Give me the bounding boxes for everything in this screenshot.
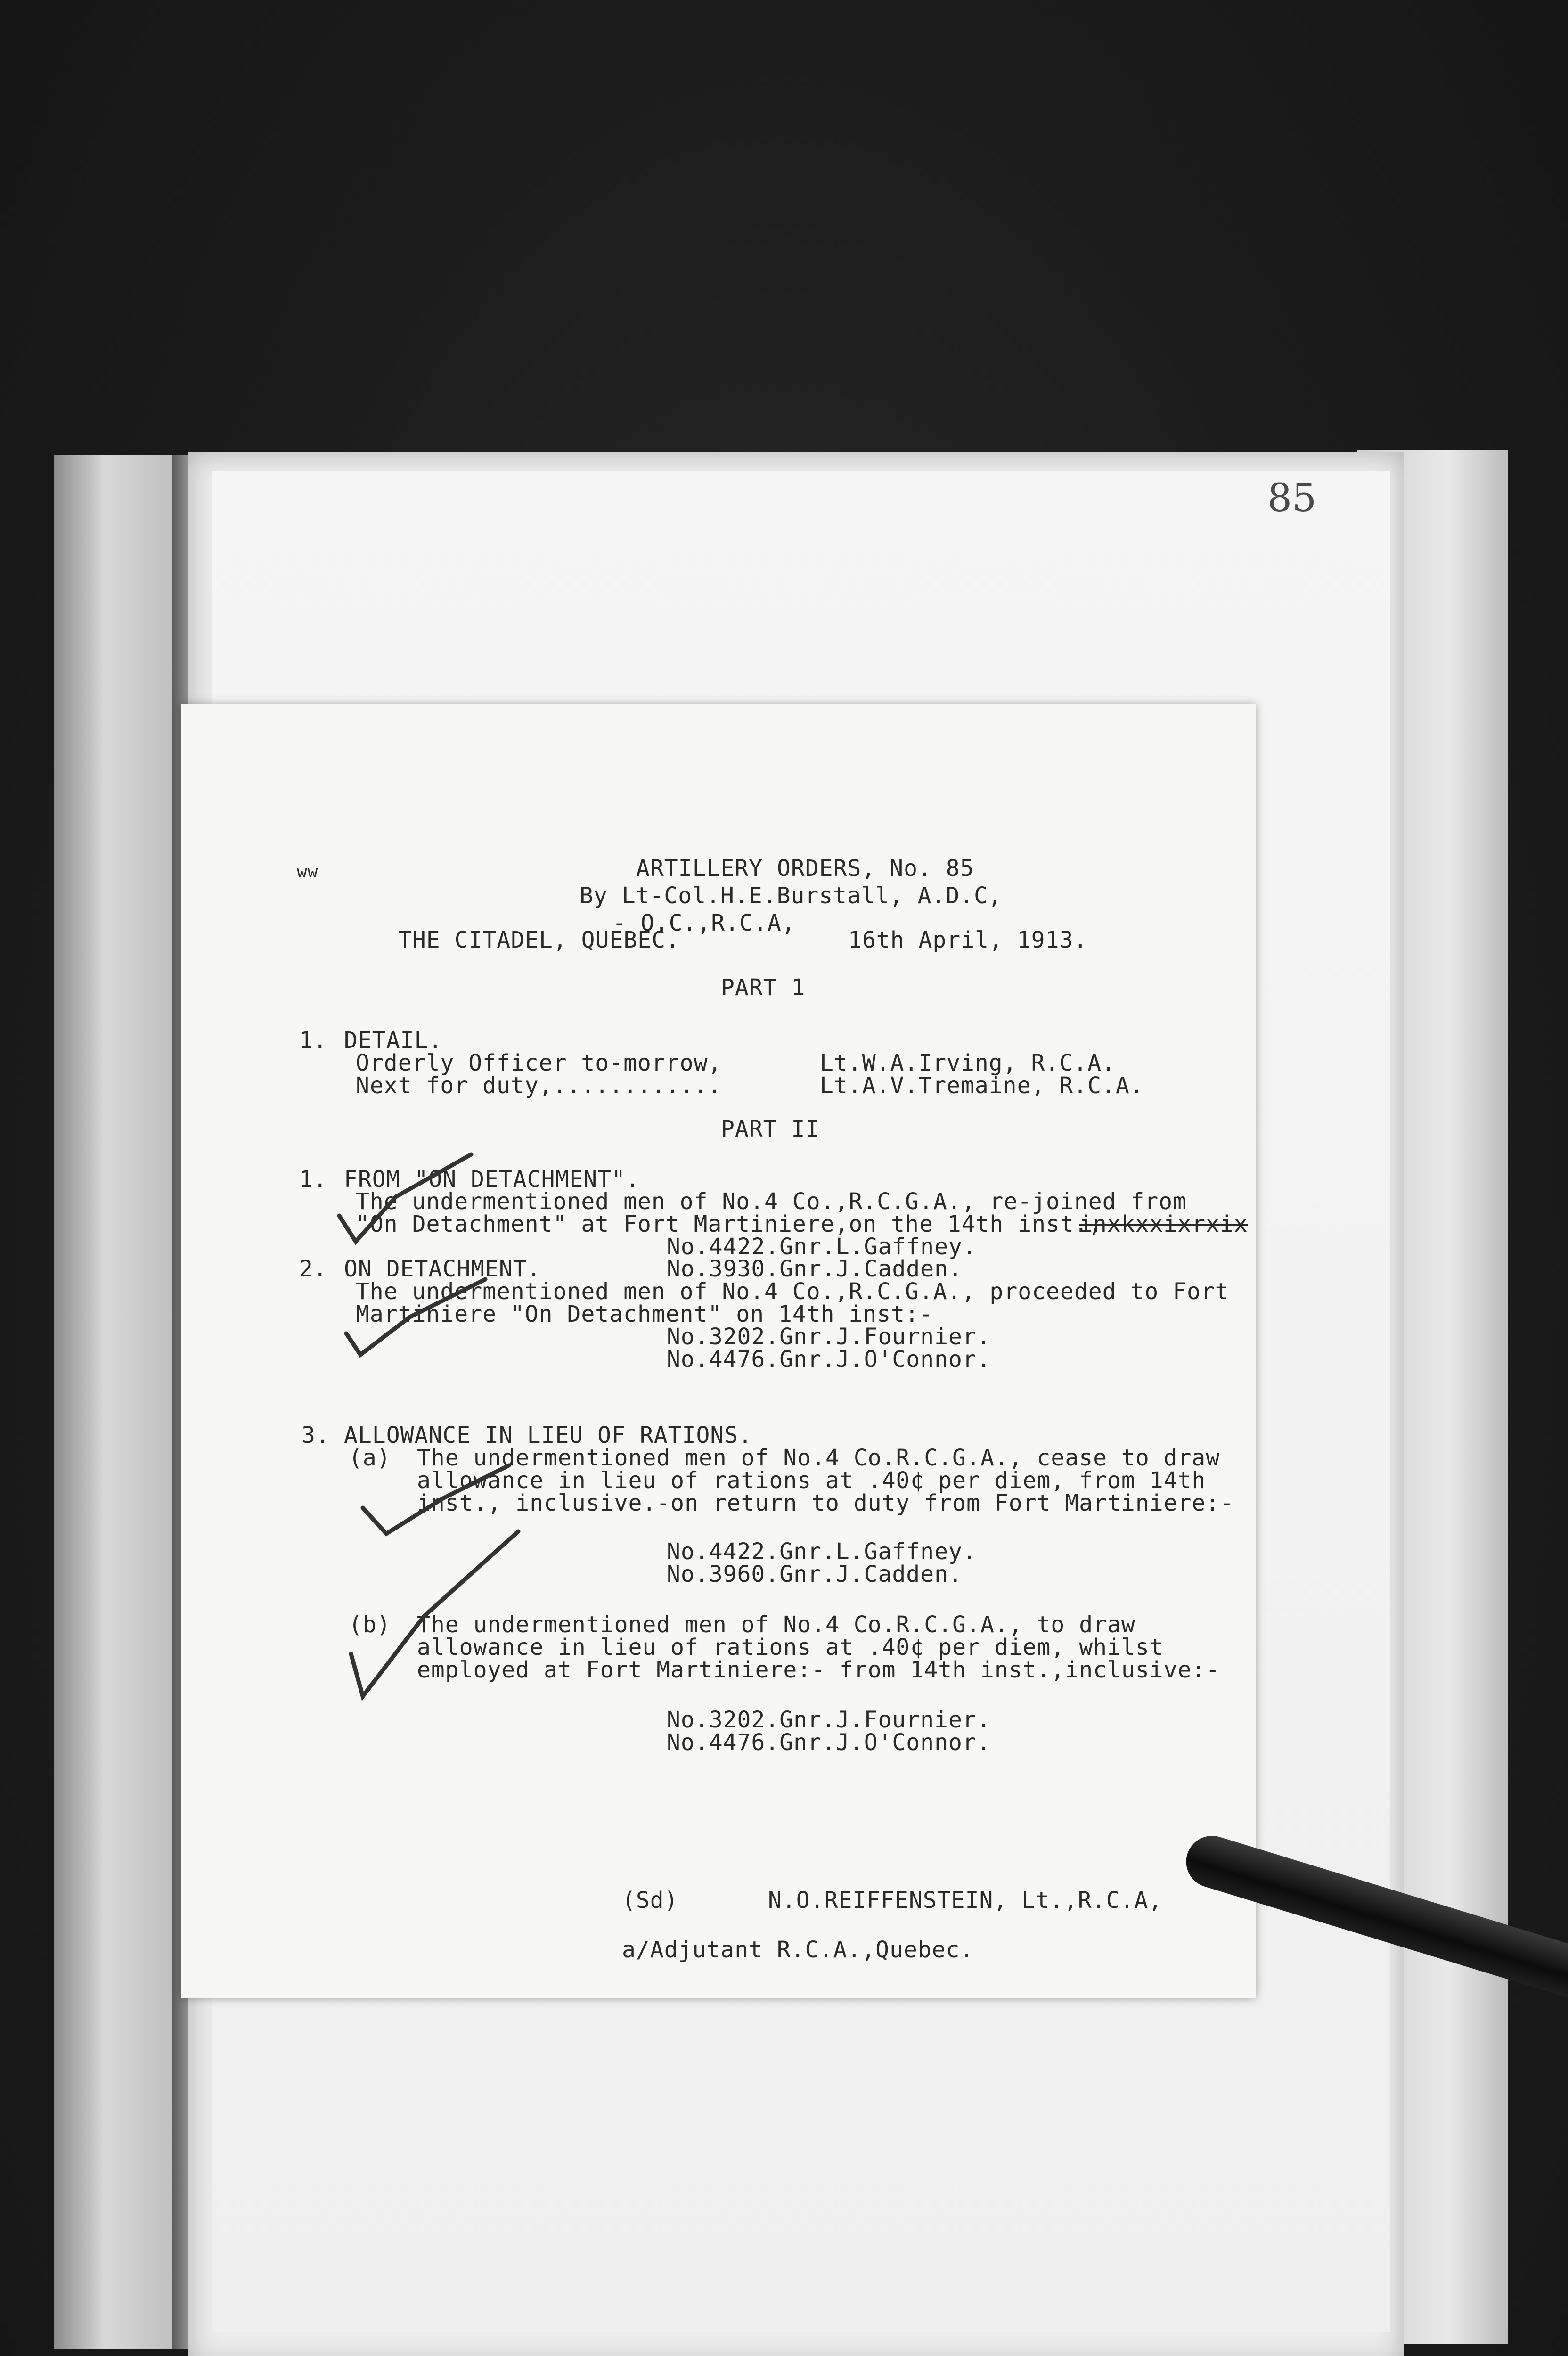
part1-item-number: 1. [299,1027,327,1054]
soldier-entry: No.3930.Gnr.J.Cadden. [667,1256,963,1282]
soldier-entry: No.4476.Gnr.J.O'Connor. [667,1346,991,1373]
part1-item-title: DETAIL. [344,1027,443,1054]
order-text-line: "On Detachment" at Fort Martiniere,on the 14th inst., [356,1211,1102,1237]
soldier-entry: No.3960.Gnr.J.Cadden. [667,1561,963,1587]
order-text-line: allowance in lieu of rations at .40¢ per diem, whilst [417,1634,1164,1661]
soldier-entry: No.3202.Gnr.J.Fournier. [667,1707,991,1733]
underlying-page-left [54,455,181,2349]
struck-out-text: inxkxxixrxix [1079,1211,1248,1237]
signatory-title: a/Adjutant R.C.A.,Quebec. [622,1937,974,1963]
section-title: ON DETACHMENT. [344,1256,541,1282]
detail-value: Lt.W.A.Irving, R.C.A. [820,1050,1116,1076]
order-text-line: The undermentioned men of No.4 Co.R.C.G.A., to draw [417,1612,1135,1638]
order-text-line: inst., inclusive.-on return to duty from Fort Martiniere:- [417,1490,1234,1516]
section-title: ALLOWANCE IN LIEU OF RATIONS. [344,1422,753,1448]
order-text-line: allowance in lieu of rations at .40¢ per diem, from 14th [417,1467,1206,1494]
order-text-line: The undermentioned men of No.4 Co.,R.C.G.A., re-joined from [356,1188,1187,1215]
section-title: FROM "ON DETACHMENT". [344,1166,640,1193]
order-text-line: The undermentioned men of No.4 Co.R.C.G.A., cease to draw [417,1445,1220,1471]
order-by-line: By Lt-Col.H.E.Burstall, A.D.C, [580,883,1002,909]
soldier-entry: No.3202.Gnr.J.Fournier. [667,1324,991,1350]
section-number: 2. [299,1256,327,1282]
order-title: ARTILLERY ORDERS, No. 85 [636,855,974,882]
detail-label: Orderly Officer to-morrow, [356,1050,722,1076]
signatory-name: N.O.REIFFENSTEIN, Lt.,R.C.A, [768,1887,1163,1914]
signed-marker: (Sd) [622,1887,678,1914]
soldier-entry: No.4422.Gnr.L.Gaffney. [667,1538,977,1565]
part1-heading: PART 1 [721,974,806,1001]
section-number: 3. [302,1422,330,1448]
order-place: THE CITADEL, QUEBEC. [398,927,680,953]
order-oc-line: - O.C.,R.C.A, [612,910,796,936]
subsection-label: (b) [349,1612,391,1638]
stamp-mark: ww [297,862,318,882]
order-text-line: The undermentioned men of No.4 Co.,R.C.G.A., proceeded to Fort [356,1278,1229,1305]
order-text-line: Martiniere "On Detachment" on 14th inst:- [356,1301,933,1327]
detail-label: Next for duty,............ [356,1072,722,1099]
soldier-entry: No.4422.Gnr.L.Gaffney. [667,1234,977,1260]
soldier-entry: No.4476.Gnr.J.O'Connor. [667,1729,991,1756]
page-number: 85 [1267,476,1317,521]
order-text-line: employed at Fort Martiniere:- from 14th inst.,inclusive:- [417,1657,1220,1683]
part2-heading: PART II [721,1116,820,1142]
order-date: 16th April, 1913. [848,927,1088,953]
detail-value: Lt.A.V.Tremaine, R.C.A. [820,1072,1144,1099]
section-number: 1. [299,1166,327,1193]
subsection-label: (a) [349,1445,391,1471]
